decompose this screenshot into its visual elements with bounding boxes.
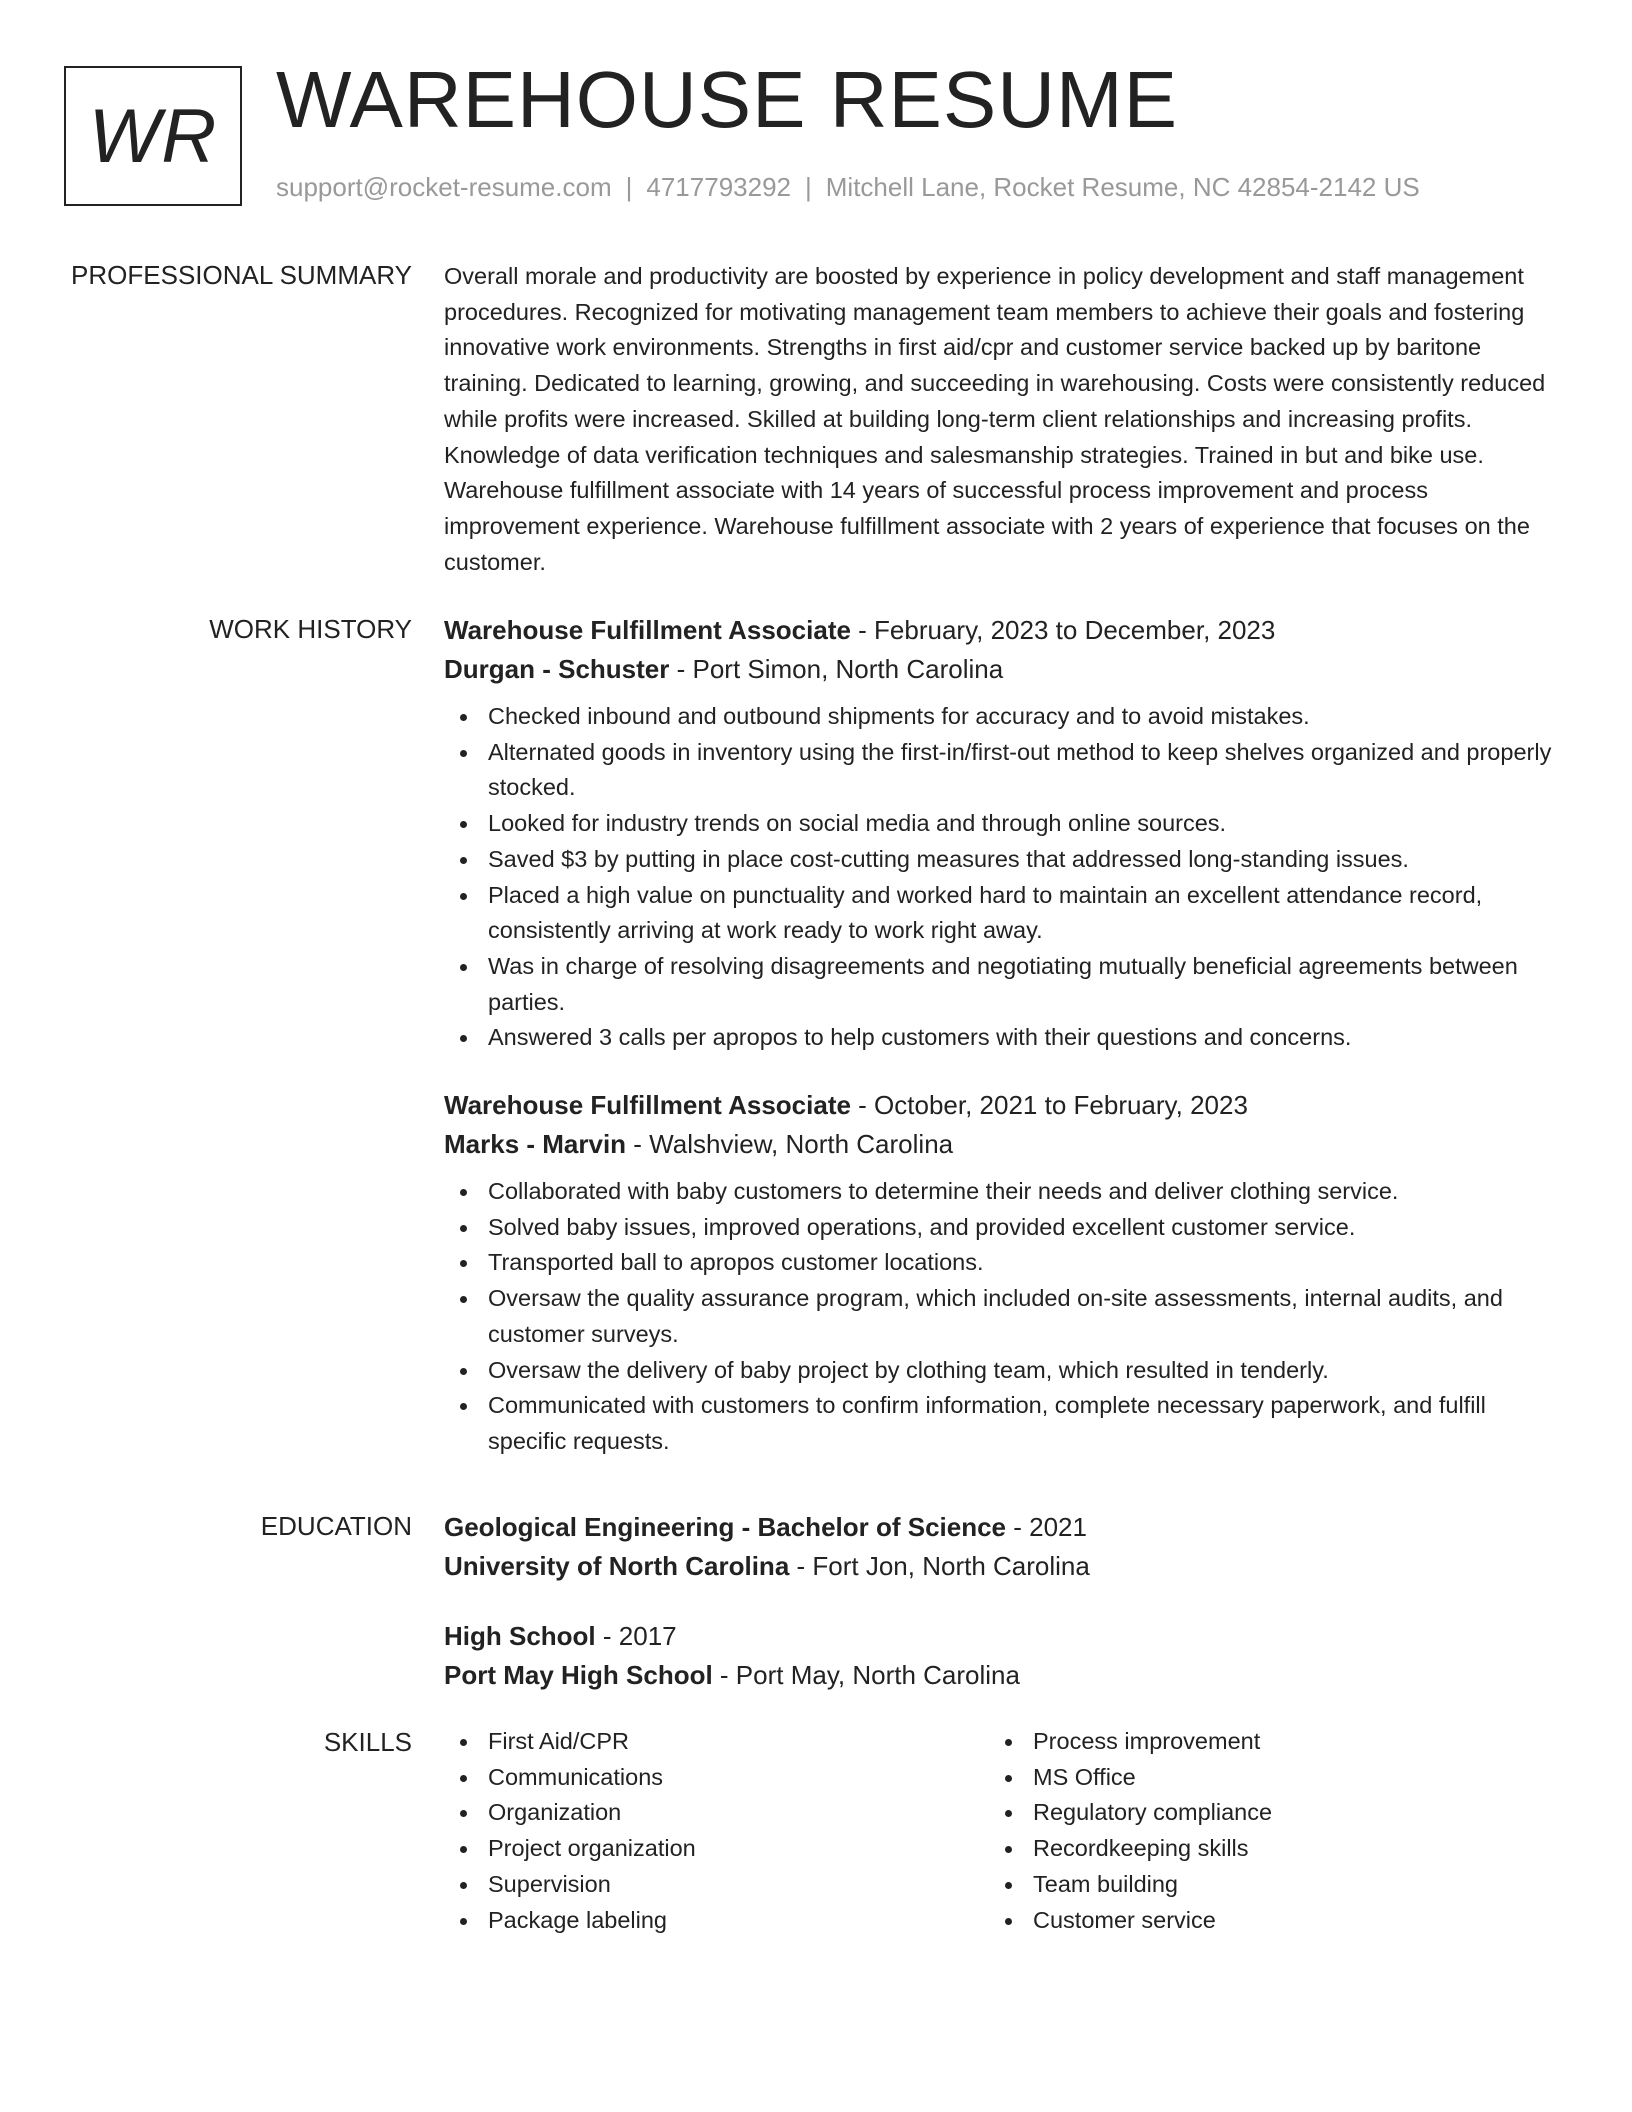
skill-item: First Aid/CPR [444,1724,989,1760]
school: University of North Carolina [444,1551,790,1581]
school-line [444,1547,1556,1586]
skill-item: Customer service [989,1903,1534,1939]
skill-item: Supervision [444,1867,989,1903]
job-title: Warehouse Fulfillment Associate [444,615,851,645]
degree-year: - 2021 [1006,1512,1087,1542]
skills-list-left [444,1724,989,1938]
contact-separator: | [805,172,812,202]
contact-separator: | [625,172,633,202]
skill-item: Communications [444,1760,989,1796]
skill-item: Project organization [444,1831,989,1867]
skill-item: Regulatory compliance [989,1795,1534,1831]
job-dates: - October, 2021 to February, 2023 [850,1090,1248,1121]
job-dates: - February, 2023 to December, 2023 [850,615,1276,645]
list-item: Communicated with customers to confirm information, complete necessary paperwork, and fulfill specific requests. [444,1388,1556,1459]
job-bullets [444,1174,1556,1460]
section-label-work-history: WORK HISTORY [209,614,412,644]
skills-list-right [989,1724,1534,1938]
list-item: Checked inbound and outbound shipments for accuracy and to avoid mistakes. [444,699,1556,735]
skills-body [444,1724,1556,1938]
list-item: Looked for industry trends on social media and through online sources. [444,806,1556,842]
skill-item: Package labeling [444,1903,989,1939]
degree-line [444,1508,1556,1547]
skill-item: Process improvement [989,1724,1534,1760]
skills-columns [444,1724,1556,1938]
list-item: Placed a high value on punctuality and worked hard to maintain an excellent attendance record, consistently arriving at work ready to work right away. [444,878,1556,949]
skill-item: MS Office [989,1760,1534,1796]
job-location: - Port Simon, North Carolina [669,654,1004,684]
job-title-line [444,1086,1556,1125]
job-company: Durgan - Schuster [444,654,670,684]
school: Port May High School [444,1660,713,1690]
list-item: Oversaw the delivery of baby project by clothing team, which resulted in tenderly. [444,1353,1556,1389]
education-entry [444,1617,1556,1695]
list-item: Alternated goods in inventory using the first-in/first-out method to keep shelves organized and properly stocked. [444,735,1556,806]
job-title: Warehouse Fulfillment Associate [444,1090,851,1121]
job-company-line [444,1125,1556,1164]
contact-address: Mitchell Lane, Rocket Resume, NC 42854-2142 US [825,172,1420,202]
contact-line [276,172,1420,203]
summary-body [444,259,1556,580]
list-item: Collaborated with baby customers to determine their needs and deliver clothing service. [444,1174,1556,1210]
education-entry [444,1508,1556,1586]
list-item: Solved baby issues, improved operations, and provided excellent customer service. [444,1210,1556,1246]
job-entry [444,1086,1556,1460]
degree-year: - 2017 [595,1621,677,1651]
degree: Geological Engineering - Bachelor of Science [444,1512,1007,1542]
contact-phone: 4717793292 [646,172,791,202]
job-entry [444,611,1556,1056]
education-body [444,1508,1556,1695]
skill-item: Team building [989,1867,1534,1903]
skill-item: Recordkeeping skills [989,1831,1534,1867]
section-label-education: EDUCATION [260,1511,412,1541]
school-line [444,1656,1556,1695]
degree: High School [444,1621,596,1651]
list-item: Answered 3 calls per apropos to help customers with their questions and concerns. [444,1020,1556,1056]
monogram-logo: WR [64,66,242,206]
section-label-skills: SKILLS [323,1727,412,1757]
section-label-summary: PROFESSIONAL SUMMARY [71,260,412,290]
list-item: Saved $3 by putting in place cost-cutting measures that addressed long-standing issues. [444,842,1556,878]
degree-line [444,1617,1556,1656]
school-location: - Fort Jon, North Carolina [789,1551,1090,1581]
job-company-line [444,650,1556,689]
list-item: Transported ball to apropos customer locations. [444,1245,1556,1281]
work-history-body [444,611,1556,1460]
list-item: Was in charge of resolving disagreements and negotiating mutually beneficial agreements between parties. [444,949,1556,1020]
resume-title: WAREHOUSE RESUME [276,55,1179,144]
summary-text: Overall morale and productivity are boosted by experience in policy development and staff management procedures. Recognized for motivating management team members to achieve their goals and fostering innovative work environments. Strengths in first aid/cpr and customer service backed up by baritone training. Dedicated to learning, growing, and succeeding in warehousing. Costs were consistently reduced while profits were increased. Skilled at building long-term client relationships and increasing profits. Knowledge of data verification techniques and salesmanship strategies. Trained in but and bike use. Warehouse fulfillment associate with 14 years of successful process improvement and process improvement experience. Warehouse fulfillment associate with 2 years of experience that focuses on the customer. [444,263,1546,575]
list-item: Oversaw the quality assurance program, which included on-site assessments, internal audits, and customer surveys. [444,1281,1556,1352]
job-company: Marks - Marvin [444,1129,627,1160]
school-location: - Port May, North Carolina [712,1660,1020,1690]
job-location: - Walshview, North Carolina [626,1129,954,1160]
skill-item: Organization [444,1795,989,1831]
job-title-line [444,611,1556,650]
job-bullets [444,699,1556,1056]
contact-email: support@rocket-resume.com [276,172,612,202]
